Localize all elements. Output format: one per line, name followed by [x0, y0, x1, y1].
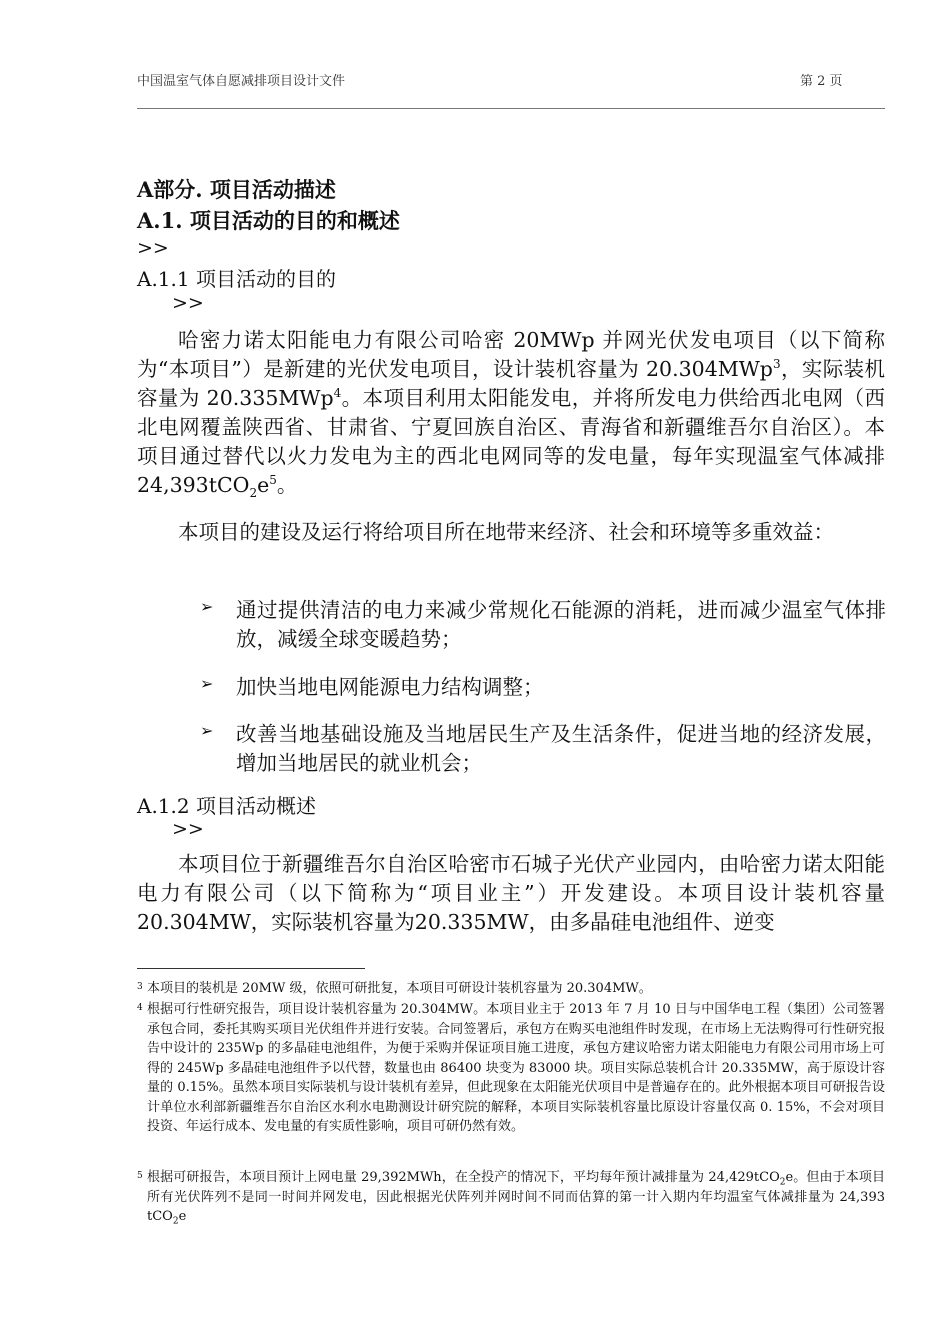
header-page-number: 第 2 页 — [800, 74, 843, 89]
footnote-ref-5[interactable]: 5 — [269, 473, 277, 488]
purpose-paragraph: 哈密力诺太阳能电力有限公司哈密 20MWp 并网光伏发电项目（以下简称为“本项目”）是新建的光伏发电项目，设计装机容量为 20.304MWp$^3$，实际装机容量为 20.335MWp$^4$。本项目利用太阳能发电，并将所发电力供给西北电网（西北电网覆盖陕西省、甘肃省、宁夏回族自治区、青海省和新疆维吾尔自治区）。本项目通过替代以火力发电为主的西北电网同等的发电量，每年实现温室气体减排 $24,393tCO_2e^5$。 — [137, 328, 886, 501]
footnote-ref-3[interactable]: 3 — [772, 357, 781, 372]
header-title: 中国温室气体自愿减排项目设计文件 — [137, 74, 346, 89]
footnote-5: 5 根据可研报告，本项目预计上网电量 29,392MWh，在全投产的情况下，平均每年预计减排量为 24,429tCO$_2$e。但由于本项目所有光伏阵列不是同一时间并网发电，因此根据光伏阵列并网时间不同而估算的第一计入期内年均温室气体减排量为 24,393 tCO$_2$e — [137, 1170, 885, 1227]
arrow-bullet-icon: ➢ — [200, 721, 214, 740]
part-a-heading: A部分. 项目活动描述 — [137, 177, 336, 202]
section-marker: >> — [172, 818, 204, 840]
footnote-separator — [137, 968, 365, 969]
arrow-bullet-icon: ➢ — [200, 674, 214, 693]
section-marker: >> — [172, 292, 204, 314]
header-divider — [137, 108, 885, 109]
section-a1-heading: A.1. 项目活动的目的和概述 — [137, 208, 400, 233]
section-marker: >> — [137, 237, 169, 259]
arrow-bullet-icon: ➢ — [200, 597, 214, 616]
document-page: 中国温室气体自愿减排项目设计文件 第 2 页 A部分. 项目活动描述 A.1. 项目活动的目的和概述 >> A.1.1 项目活动的目的 >> 哈密力诺太阳能电力有限公司哈密 20MWp 并网光伏发电项目（以下简称为“本项目”）是新建的光伏发电项目，设计装机容量为 20.304MWp$^3$，实际装机容量为 20.335MWp$^4$。本项目利用太阳能发电，并将所发电力供给西北电网（西北电网覆盖陕西省、甘肃省、宁夏回族自治区、青海省和新疆维吾尔自治区）。本项目通过替代以火力发电为主的西北电网同等的发电量，每年实现温室气体减排 $24,393tCO_2e^5$。 本项目的建设及运行将给项目所在地带来经济、社会和环境等多重效益： ➢ 通过提供清洁的电力来减少常规化石能源的消耗，进而减少温室气体排放，减缓全球变暖趋势； ➢ 加快当地电网能源电力结构调整； ➢ 改善当地基础设施及当地居民生产及生活条件，促进当地的经济发展，增加当地居民的就业机会； A.1.2 项目活动概述 >> 本项目位于新疆维吾尔自治区哈密市石城子光伏产业园内，由哈密力诺太阳能电力有限公司（以下简称为“项目业主”）开发建设。本项目设计装机容量20.304MW，实际装机容量为20.335MW，由多晶硅电池组件、逆变 3 本项目的装机是 20MW 级，依照可研批复，本项目可研设计装机容量为 20.304MW。 4 根据可行性研究报告，项目设计装机容量为 20.304MW。本项目业主于 2013 年 7 月 10 日与中国华电工程（集团）公司签署承包合同，委托其购买项目光伏组件并进行安装。合同签署后，承包方在购买电池组件时发现，在市场上无法购得可行性研究报告中设计的 235Wp 的多晶硅电池组件，为便于采购并保证项目施工进度，承包方建议哈密力诺太阳能电力有限公司用市场上可得的 245Wp 多晶硅电池组件予以代替，数量也由 86400 块变为 83000 块。项目实际总装机合计 20.335MW，高于原设计容量的 0.15%。虽然本项目实际装机与设计装机有差异，但此现象在太阳能光伏项目中是普遍存在的。此外根据本项目可研报告设计单位水利部新疆维吾尔自治区水利水电勘测设计研究院的解释，本项目实际装机容量比原设计容量仅高 0. 15%，不会对项目投资、年运行成本、发电量的有实质性影响，项目可研仍然有效。 5 根据可研报告，本项目预计上网电量 29,392MWh，在全投产的情况下，平均每年预计减排量为 24,429tCO$_2$e。但由于本项目所有光伏阵列不是同一时间并网发电，因此根据光伏阵列并网时间不同而估算的第一计入期内年均温室气体减排量为 24,393 tCO$_2$e — [0, 0, 950, 1344]
footnote-4: 4 根据可行性研究报告，项目设计装机容量为 20.304MW。本项目业主于 2013 年 7 月 10 日与中国华电工程（集团）公司签署承包合同，委托其购买项目光伏组件并进行安装。合同签署后，承包方在购买电池组件时发现，在市场上无法购得可行性研究报告中设计的 235Wp 的多晶硅电池组件，为便于采购并保证项目施工进度，承包方建议哈密力诺太阳能电力有限公司用市场上可得的 245Wp 多晶硅电池组件予以代替，数量也由 86400 块变为 83000 块。项目实际总装机合计 20.335MW，高于原设计容量的 0.15%。虽然本项目实际装机与设计装机有差异，但此现象在太阳能光伏项目中是普遍存在的。此外根据本项目可研报告设计单位水利部新疆维吾尔自治区水利水电勘测设计研究院的解释，本项目实际装机容量比原设计容量仅高 0. 15%，不会对项目投资、年运行成本、发电量的有实质性影响，项目可研仍然有效。 — [137, 1002, 885, 1134]
overview-paragraph: 本项目位于新疆维吾尔自治区哈密市石城子光伏产业园内，由哈密力诺太阳能电力有限公司（以下简称为“项目业主”）开发建设。本项目设计装机容量20.304MW，实际装机容量为20.335MW，由多晶硅电池组件、逆变 — [137, 852, 885, 934]
footnote-ref-4[interactable]: 4 — [333, 386, 342, 401]
section-a12-heading: A.1.2 项目活动概述 — [137, 794, 316, 818]
section-a11-heading: A.1.1 项目活动的目的 — [137, 267, 336, 291]
footnote-3: 3 本项目的装机是 20MW 级，依照可研批复，本项目可研设计装机容量为 20.304MW。 — [137, 981, 652, 996]
benefits-intro-paragraph: 本项目的建设及运行将给项目所在地带来经济、社会和环境等多重效益： — [178, 520, 834, 544]
